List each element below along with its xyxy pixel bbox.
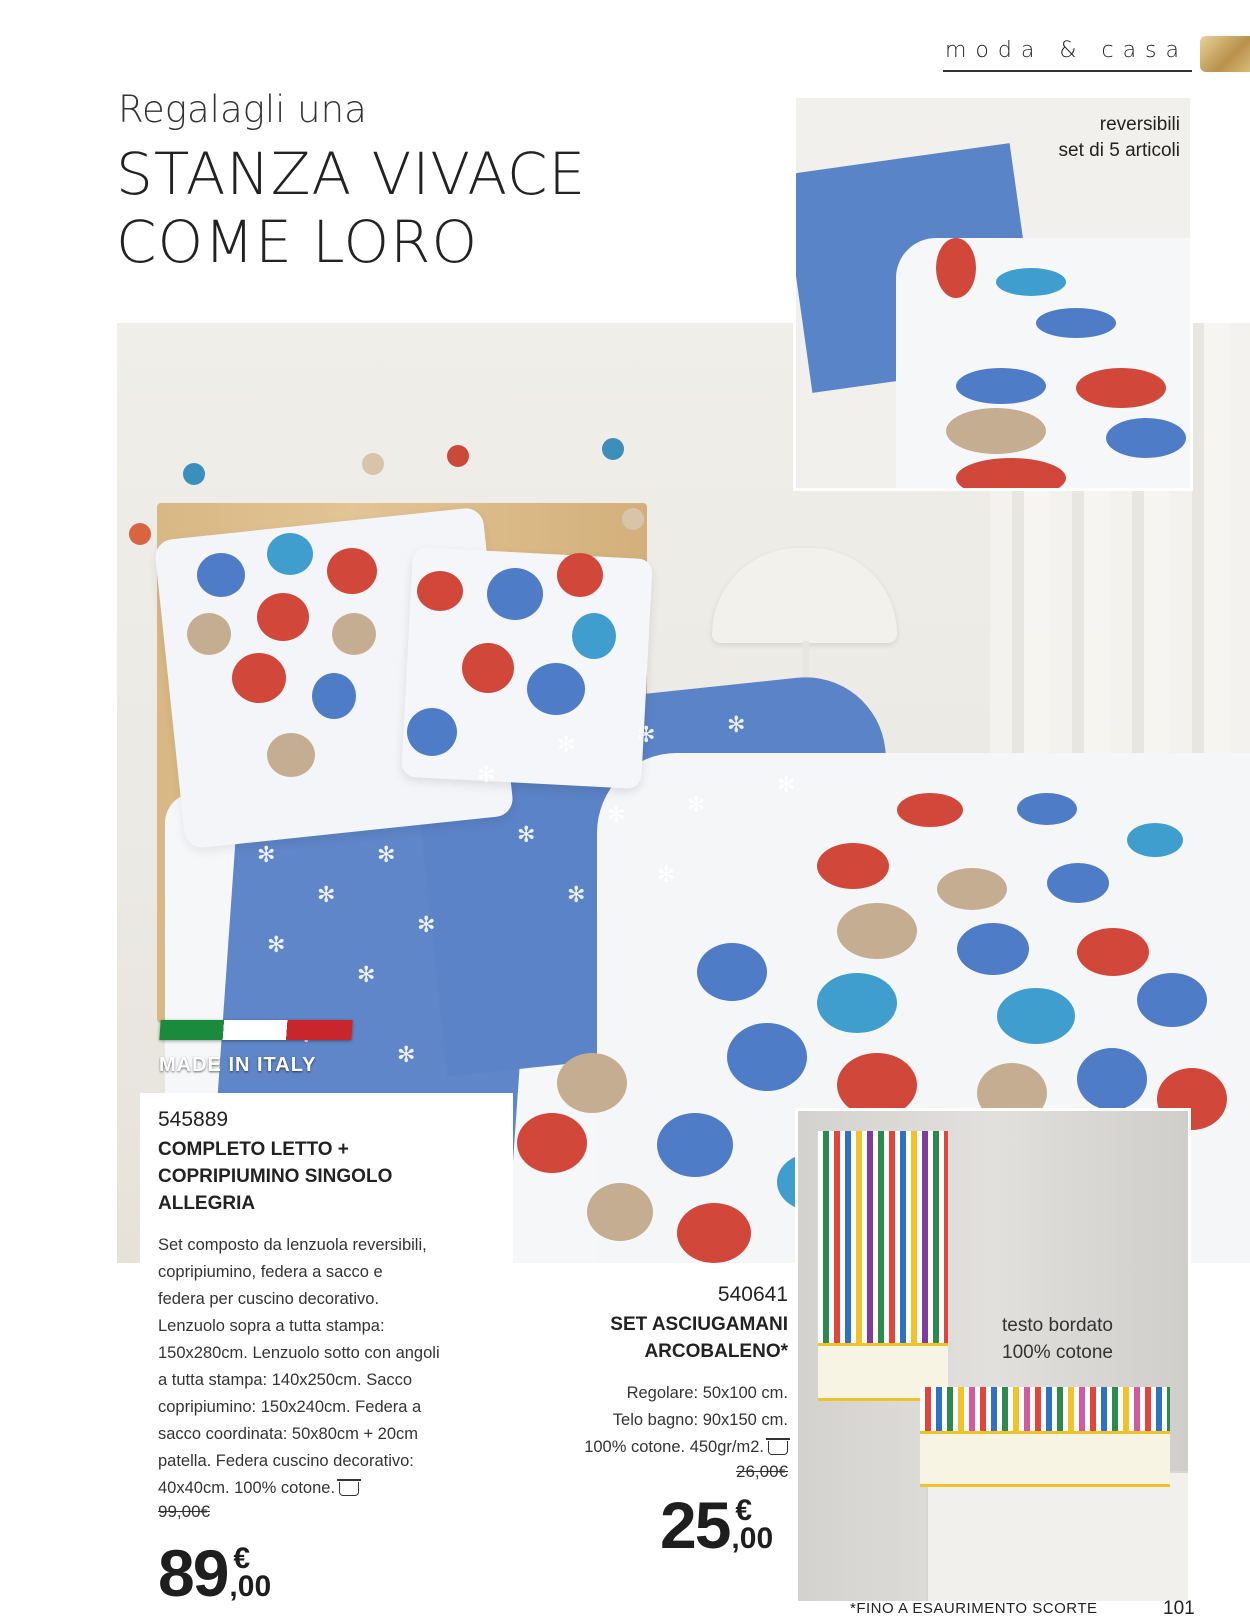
description-line: 40x40cm. 100% cotone. (158, 1479, 336, 1497)
description-line: Regolare: 50x100 cm. (626, 1384, 788, 1402)
price-side (731, 1492, 781, 1558)
print-dot (557, 1053, 627, 1113)
wash-30-icon (768, 1441, 788, 1455)
product-name (540, 1311, 788, 1365)
print-dot (587, 1183, 653, 1241)
flower-print: ✻ (417, 913, 436, 938)
print-dot (527, 663, 585, 715)
pompom (183, 463, 205, 485)
price-side (229, 1540, 279, 1606)
product-description (530, 1380, 788, 1461)
flower-print: ✻ (357, 963, 376, 988)
caption-line: reversibili (1099, 114, 1180, 135)
print-dot (1047, 863, 1109, 903)
headline-kicker: Regalagli una (118, 88, 367, 131)
print-dot (257, 593, 309, 641)
flower-print: ✻ (517, 823, 536, 848)
flower-print: ✻ (317, 883, 336, 908)
print-dot (936, 238, 976, 298)
print-dot (197, 553, 245, 597)
description-line: 150x280cm. Lenzuolo sotto con angoli (158, 1344, 440, 1362)
product-code: 545889 (158, 1108, 229, 1131)
print-dot (997, 988, 1075, 1044)
section-title-underline (943, 70, 1192, 72)
flower-print: ✻ (267, 933, 286, 958)
print-dot (946, 408, 1046, 454)
description-line: Telo bagno: 90x150 cm. (612, 1411, 788, 1429)
headline (116, 140, 586, 276)
print-dot (1076, 368, 1166, 408)
print-dot (1106, 418, 1186, 458)
product-name-line: ALLEGRIA (158, 1193, 256, 1214)
italian-flag-icon (159, 1020, 352, 1040)
description-line-with-icon (158, 1475, 508, 1502)
print-dot (996, 268, 1066, 296)
pompom (622, 508, 644, 530)
print-dot (417, 571, 463, 611)
print-dot (1017, 793, 1077, 825)
towel-caption (970, 1312, 1145, 1366)
price-integer: 89 (158, 1536, 228, 1610)
headline-line-1: STANZA VIVACE (116, 140, 587, 208)
print-dot (897, 793, 963, 827)
print-dot (557, 553, 603, 597)
description-line: federa per cuscino decorativo. (158, 1290, 380, 1308)
pompom (129, 523, 151, 545)
print-dot (697, 943, 767, 1001)
print-dot (407, 708, 457, 756)
caption-line: testo bordato (1002, 1315, 1113, 1336)
price (660, 1488, 781, 1562)
caption-line: 100% cotone (1002, 1342, 1113, 1363)
price-cents: ,00 (229, 1570, 272, 1603)
print-dot (517, 1113, 587, 1173)
print-dot (1077, 1048, 1147, 1110)
flower-print: ✻ (397, 1043, 416, 1068)
description-line: patella. Federa cuscino decorativo: (158, 1452, 414, 1470)
flower-print: ✻ (607, 803, 626, 828)
product-name-line: COMPLETO LETTO + (158, 1139, 349, 1160)
flower-print: ✻ (687, 793, 706, 818)
pompom (447, 445, 469, 467)
flower-print: ✻ (257, 843, 276, 868)
print-dot (727, 1023, 807, 1091)
description-line: Lenzuolo sopra a tutta stampa: (158, 1317, 385, 1335)
print-dot (487, 568, 543, 620)
made-in-italy-label: MADE IN ITALY (159, 1054, 317, 1076)
product-name (158, 1136, 478, 1217)
print-dot (462, 643, 514, 693)
pompom (362, 453, 384, 475)
pompom (602, 438, 624, 460)
section-title: moda & casa (945, 38, 1188, 63)
print-dot (837, 903, 917, 959)
flower-print: ✻ (377, 843, 396, 868)
stool (926, 1471, 1191, 1604)
print-dot (956, 458, 1066, 491)
print-dot (956, 368, 1046, 404)
print-dot (1127, 823, 1183, 857)
product-description (158, 1232, 508, 1502)
print-dot (957, 923, 1029, 975)
print-dot (267, 733, 315, 777)
product-name-line: ARCOBALENO* (644, 1341, 788, 1362)
flower-print: ✻ (557, 733, 576, 758)
print-dot (312, 673, 356, 719)
print-dot (572, 613, 616, 659)
currency-symbol: € (735, 1494, 753, 1527)
description-line: copripiumino, federa a sacco e (158, 1263, 383, 1281)
flower-print: ✻ (567, 883, 586, 908)
description-line: Set composto da lenzuola reversibili, (158, 1236, 427, 1254)
product-code: 540641 (717, 1283, 788, 1306)
section-tab-marker (1200, 36, 1250, 72)
availability-footnote: *FINO A ESAURIMENTO SCORTE (850, 1600, 1098, 1617)
wash-30-icon (339, 1482, 359, 1496)
lamp-shade (712, 548, 897, 643)
print-dot (267, 533, 313, 575)
old-price: 26,00€ (736, 1462, 788, 1481)
print-dot (1036, 308, 1116, 338)
price-integer: 25 (660, 1488, 730, 1562)
print-dot (817, 973, 897, 1033)
old-price: 99,00€ (158, 1502, 210, 1521)
flower-print: ✻ (657, 863, 676, 888)
print-dot (1137, 973, 1207, 1027)
price-cents: ,00 (731, 1522, 774, 1555)
embroidered-border (920, 1431, 1170, 1487)
print-dot (1077, 928, 1149, 976)
flower-print: ✻ (727, 713, 746, 738)
description-line: a tutta stampa: 140x250cm. Sacco (158, 1371, 413, 1389)
price (158, 1536, 279, 1610)
product-name-line: SET ASCIUGAMANI (610, 1314, 788, 1335)
flower-print: ✻ (637, 723, 656, 748)
print-dot (677, 1203, 751, 1263)
print-dot (657, 1113, 733, 1177)
page-number: 101 (1163, 1598, 1195, 1619)
product-name-line: COPRIPIUMINO SINGOLO (158, 1166, 393, 1187)
print-dot (817, 843, 889, 889)
caption-line: set di 5 articoli (1058, 140, 1180, 161)
description-line: copripiumino: 150x240cm. Federa a (158, 1398, 422, 1416)
description-line: sacco coordinata: 50x80cm + 20cm (158, 1425, 419, 1443)
print-dot (327, 548, 377, 594)
print-dot (937, 868, 1007, 910)
headline-line-2: COME LORO (116, 208, 479, 276)
reversible-caption (1000, 112, 1180, 164)
description-line: 100% cotone. 450gr/m2. (584, 1438, 764, 1456)
print-dot (332, 613, 376, 655)
description-line-with-icon (530, 1434, 788, 1461)
currency-symbol: € (233, 1542, 251, 1575)
flower-print: ✻ (777, 773, 796, 798)
print-dot (232, 653, 286, 703)
print-dot (187, 613, 231, 655)
flower-print: ✻ (477, 763, 496, 788)
